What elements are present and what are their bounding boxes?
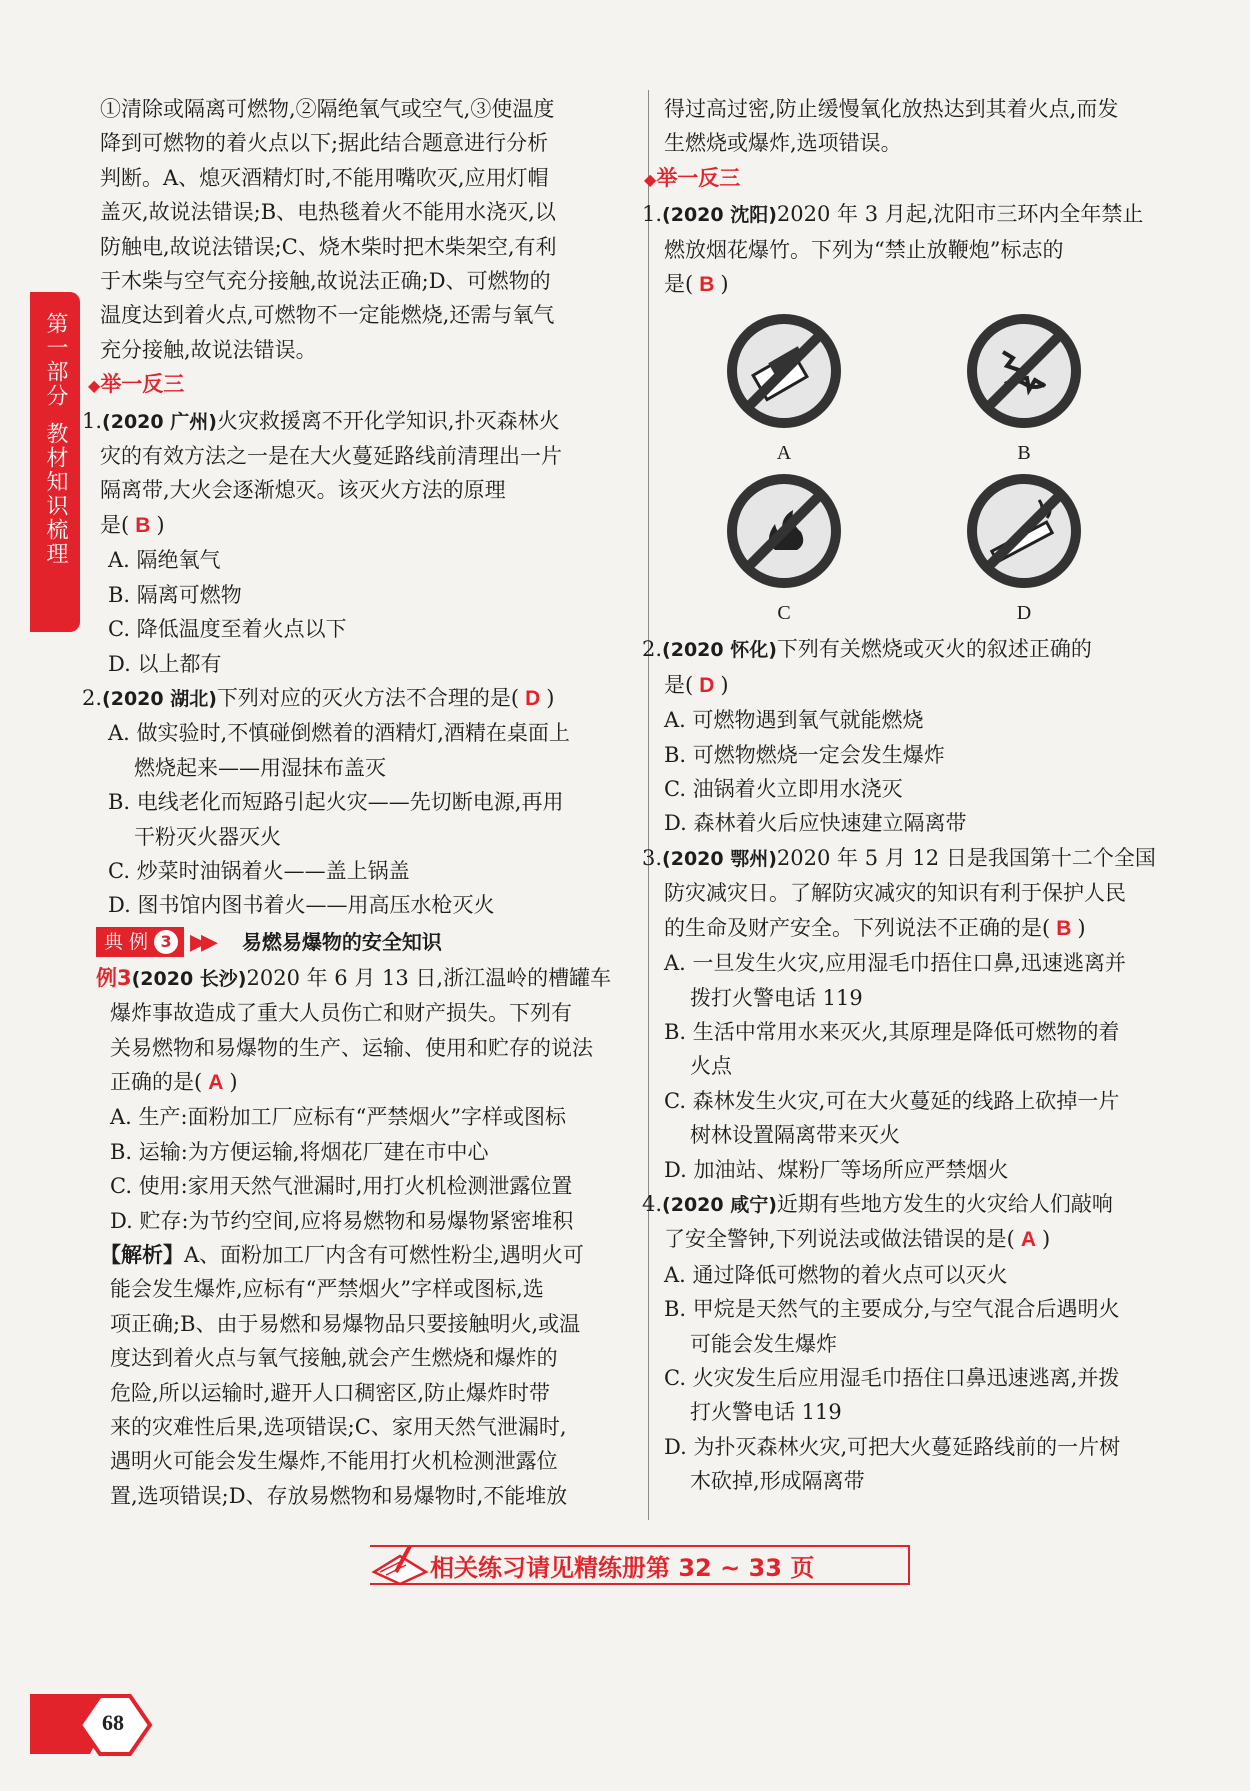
diamond-icon: ◆ xyxy=(88,376,101,396)
option: B. 运输:为方便运输,将烟花厂建在市中心 xyxy=(110,1139,489,1164)
option: A. 可燃物遇到氧气就能燃烧 xyxy=(664,708,924,733)
question-4-right: 4.(2020 咸宁)近期有些地方发生的火灾给人们敲响 了安全警钟,下列说法或做法错误的是( A ) A. 通过降低可燃物的着火点可以灭火 B. 甲烷是天然气的主要成分,与空气混合后遇明火 可能会发生爆炸 C. 火灾发生后应用湿毛巾捂住口鼻迅速逃离,并拨 打火警电话 119 D. 为扑灭森林火灾,可把大火蔓延路线前的一片树 木砍掉,形成隔离带 xyxy=(642,1187,1164,1499)
intro-line: 于木柴与空气充分接触,故说法正确;D、可燃物的 xyxy=(100,269,551,294)
option: D. 加油站、煤粉厂等场所应严禁烟火 xyxy=(664,1157,1009,1182)
option: C. 火灾发生后应用湿毛巾捂住口鼻迅速逃离,并拨 xyxy=(664,1365,1120,1390)
intro-line: 防触电,故说法错误;C、烧木柴时把木柴架空,有利 xyxy=(100,234,557,259)
option: C. 使用:家用天然气泄漏时,用打火机检测泄露位置 xyxy=(110,1174,573,1199)
option: A. 隔绝氧气 xyxy=(108,548,221,573)
question-source: (2020 怀化) xyxy=(662,639,777,662)
question-3-right: 3.(2020 鄂州)2020 年 5 月 12 日是我国第十二个全国 防灾减灾日。了解防灾减灾的知识有利于保护人民 的生命及财产安全。下列说法不正确的是( B ) A. 一旦发生火灾,应用湿毛巾捂住口鼻,迅速逃离并 拨打火警电话 119 B. 生活中常用水来灭火,其原理是降低可燃物的着 火点 C. 森林发生火灾,可在大火蔓延的线路上砍掉一片 树林设置隔离带来灭火 D. 加油站、煤粉厂等场所应严禁烟火 xyxy=(642,841,1164,1187)
sign-option-a: A xyxy=(664,312,904,472)
option: D. 为扑灭森林火灾,可把大火蔓延路线前的一片树 xyxy=(664,1434,1121,1459)
sign-options xyxy=(664,312,1144,632)
no-smoking-sign-icon xyxy=(965,472,1083,590)
question-source: (2020 广州) xyxy=(102,410,217,433)
answer-mark: A xyxy=(1020,1228,1037,1252)
option: B. 生活中常用水来灭火,其原理是降低可燃物的着 xyxy=(664,1019,1120,1044)
example-tag: 典 例 3 xyxy=(96,927,184,957)
practice-reference-text: 相关练习请见精练册第 32 ~ 33 页 xyxy=(370,1545,910,1585)
option: D. 图书馆内图书着火——用高压水枪灭火 xyxy=(108,893,495,918)
chapter-sidebar-tab xyxy=(30,292,80,632)
section-heading-right: ◆举一反三 xyxy=(644,165,741,190)
option: A. 做实验时,不慎碰倒燃着的酒精灯,酒精在桌面上 xyxy=(108,721,570,746)
diamond-icon: ◆ xyxy=(644,169,657,189)
left-column xyxy=(82,92,632,1513)
sign-option-b: B xyxy=(904,312,1144,472)
example-number: 3 xyxy=(154,930,178,954)
question-2-left: 2.(2020 湖北)下列对应的灭火方法不合理的是( D ) A. 做实验时,不慎碰倒燃着的酒精灯,酒精在桌面上 燃烧起来——用湿抹布盖灭 B. 电线老化而短路引起火灾——先切断电源,再用 干粉灭火器灭火 C. 炒菜时油锅着火——盖上锅盖 D. 图书馆内图书着火——用高压水枪灭火 xyxy=(82,681,632,923)
sidebar-part-label: 第一部分 xyxy=(43,312,68,408)
no-firecrackers-sign-icon xyxy=(965,312,1083,430)
question-source: (2020 长沙) xyxy=(131,967,247,990)
intro-line: 充分接触,故说法错误。 xyxy=(100,337,317,362)
page-number: 68 xyxy=(102,1710,124,1735)
practice-reference xyxy=(370,1542,910,1588)
option: B. 电线老化而短路引起火灾——先切断电源,再用 xyxy=(108,790,564,815)
answer-mark: B xyxy=(699,273,715,297)
intro-line: ①清除或隔离可燃物,②隔绝氧气或空气,③使温度 xyxy=(100,97,555,121)
answer-mark: B xyxy=(1056,916,1072,940)
intro-analysis xyxy=(100,92,632,367)
no-matches-sign-icon xyxy=(725,312,843,430)
page-number-badge xyxy=(30,1690,156,1760)
double-arrow-icon: ▶▶ xyxy=(190,928,212,955)
option: C. 降低温度至着火点以下 xyxy=(108,617,347,642)
sign-option-c: C xyxy=(664,472,904,632)
example-title: 易燃易爆物的安全知识 xyxy=(241,929,442,954)
option: B. 可燃物燃烧一定会发生爆炸 xyxy=(664,742,945,767)
option: D. 森林着火后应快速建立隔离带 xyxy=(664,811,967,836)
option: D. 贮存:为节约空间,应将易燃物和易爆物紧密堆积 xyxy=(110,1208,574,1233)
question-source: (2020 沈阳) xyxy=(662,204,777,227)
section-heading-left: ◆举一反三 xyxy=(88,372,185,397)
no-open-flame-sign-icon xyxy=(725,472,843,590)
option: C. 炒菜时油锅着火——盖上锅盖 xyxy=(108,858,410,883)
option: A. 生产:面粉加工厂应标有“严禁烟火”字样或图标 xyxy=(110,1105,567,1130)
intro-line: 判断。A、熄灭酒精灯时,不能用嘴吹灭,应用灯帽 xyxy=(100,165,549,190)
answer-mark: B xyxy=(135,513,151,537)
answer-mark: D xyxy=(525,686,541,710)
question-1-left: 1.(2020 广州)火灾救援离不开化学知识,扑灭森林火 灾的有效方法之一是在大火蔓延路线前清理出一片 隔离带,大火会逐渐熄灭。该灭火方法的原理 是( B ) A. 隔绝氧气 B. 隔离可燃物 C. 降低温度至着火点以下 D. 以上都有 xyxy=(82,404,632,681)
option: C. 森林发生火灾,可在大火蔓延的线路上砍掉一片 xyxy=(664,1088,1120,1113)
sidebar-section-label: 教材知识梳理 xyxy=(43,422,68,566)
answer-mark: A xyxy=(208,1070,224,1094)
example-3: 例3(2020 长沙)2020 年 6 月 13 日,浙江温岭的槽罐车 爆炸事故造成了重大人员伤亡和财产损失。下列有 关易燃物和易爆物的生产、运输、使用和贮存的说法 正确的是( A ) A. 生产:面粉加工厂应标有“严禁烟火”字样或图标 B. 运输:为方便运输,将烟花厂建在市中心 C. 使用:家用天然气泄漏时,用打火机检测泄露位置 D. 贮存:为节约空间,应将易燃物和易爆物紧密堆积 【解析】A、面粉加工厂内含有可燃性粉尘,遇明火可 能会发生爆炸,应标有“严禁烟火”字样或图标,选 项正确;B、由于易燃和易爆物品只要接触明火,或温 度达到着火点与氧气接触,就会产生燃烧和爆炸的 危险,所以运输时,避开人口稠密区,防止爆炸时带 来的灾难性后果,选项错误;C、家用天然气泄漏时, 遇明火可能会发生爆炸,不能用打火机检测泄露位 置,选项错误;D、存放易燃物和易爆物时,不能堆放 xyxy=(96,961,632,1514)
option: A. 通过降低可燃物的着火点可以灭火 xyxy=(664,1262,1008,1287)
option: D. 以上都有 xyxy=(108,651,222,676)
option: B. 隔离可燃物 xyxy=(108,582,242,607)
pen-notebook-icon xyxy=(370,1542,430,1588)
intro-line: 盖灭,故说法错误;B、电热毯着火不能用水浇灭,以 xyxy=(100,200,556,225)
page-badge-shape xyxy=(30,1690,156,1760)
option: A. 一旦发生火灾,应用湿毛巾捂住口鼻,迅速逃离并 xyxy=(664,951,1126,976)
intro-line: 温度达到着火点,可燃物不一定能燃烧,还需与氧气 xyxy=(100,303,555,328)
sign-option-d: D xyxy=(904,472,1144,632)
right-column xyxy=(642,92,1164,1499)
option: B. 甲烷是天然气的主要成分,与空气混合后遇明火 xyxy=(664,1297,1120,1322)
example-label: 例3 xyxy=(96,965,132,990)
question-1-right: 1.(2020 沈阳)2020 年 3 月起,沈阳市三环内全年禁止 燃放烟花爆竹。下列为“禁止放鞭炮”标志的 是( B ) A B C D xyxy=(642,197,1164,632)
question-source: (2020 湖北) xyxy=(102,687,217,710)
example-header xyxy=(96,925,632,959)
intro-line: 降到可燃物的着火点以下;据此结合题意进行分析 xyxy=(100,131,549,156)
question-source: (2020 咸宁) xyxy=(662,1193,777,1216)
question-2-right: 2.(2020 怀化)下列有关燃烧或灭火的叙述正确的 是( D ) A. 可燃物遇到氧气就能燃烧 B. 可燃物燃烧一定会发生爆炸 C. 油锅着火立即用水浇灭 D. 森林着火后应快速建立隔离带 xyxy=(642,632,1164,840)
answer-mark: D xyxy=(699,673,715,697)
analysis-label: 【解析】 xyxy=(100,1243,184,1267)
right-continuation: 得过高过密,防止缓慢氧化放热达到其着火点,而发 生燃烧或爆炸,选项错误。 xyxy=(664,97,1119,156)
question-source: (2020 鄂州) xyxy=(662,847,777,870)
option: C. 油锅着火立即用水浇灭 xyxy=(664,777,903,802)
